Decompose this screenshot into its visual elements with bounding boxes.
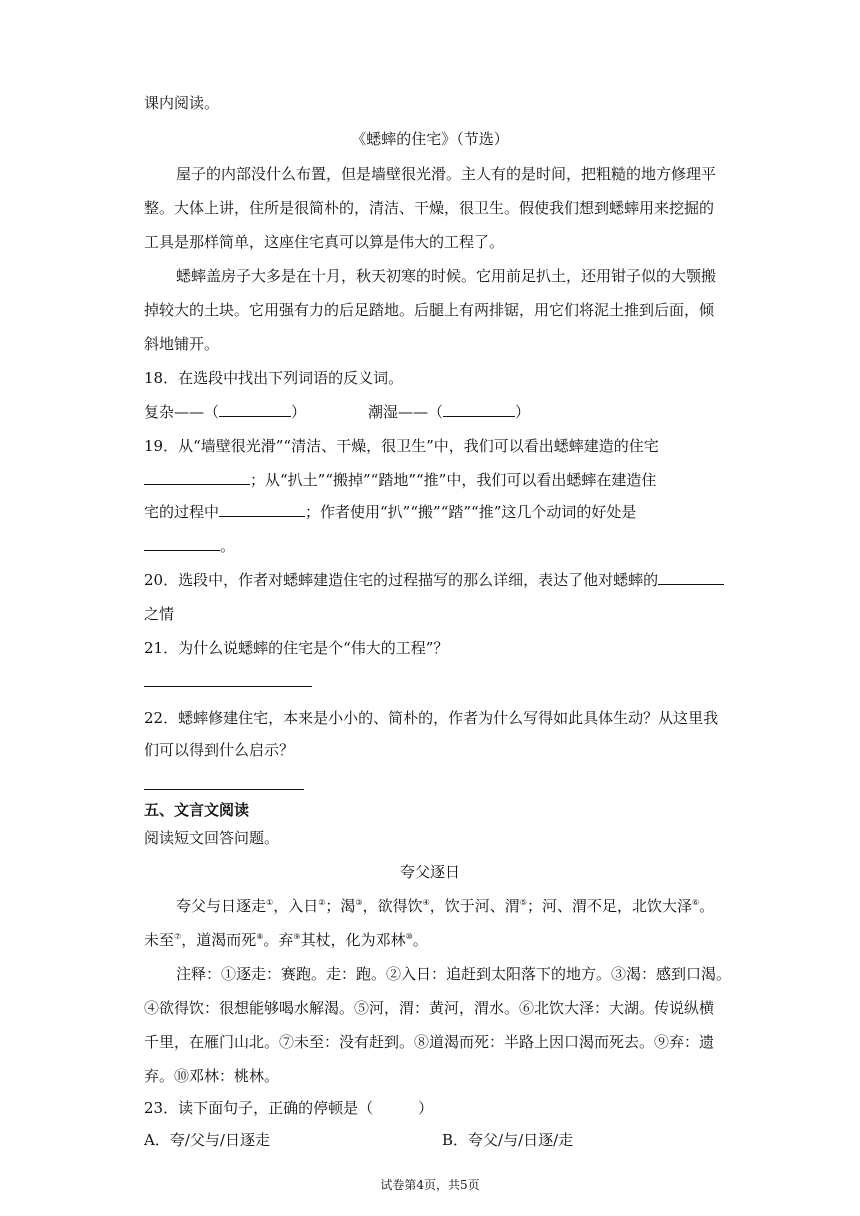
q18-item-1-close: ） <box>291 403 307 421</box>
question-22-line-2: 们可以得到什么启示？ <box>144 741 295 759</box>
q22-answer-line[interactable] <box>144 789 304 790</box>
question-22: 22．蟋蟀修建住宅，本来是小小的、简朴的，作者为什么写得如此具体生动？从这里我 <box>144 709 719 727</box>
footnote-marker: ① <box>266 898 274 907</box>
q18-item-2 <box>368 402 530 422</box>
q18-item-2-close: ） <box>515 403 531 421</box>
passage-line: 掉较大的土块。它用强有力的后足踏地。后腿上有两排锯，用它们将泥土推到后面，倾 <box>144 301 715 319</box>
q18-answer-blank-1[interactable] <box>219 402 291 417</box>
passage-line: 蟋蟀盖房子大多是在十月，秋天初寒的时候。它用前足扒土，还用钳子似的大颚搬 <box>176 267 717 285</box>
footnote-marker: ⑦ <box>174 932 182 941</box>
footnote-marker: ⑨ <box>293 932 301 941</box>
classical-text: 。 <box>699 897 715 915</box>
classical-text: 未至 <box>144 931 175 949</box>
classical-text: ，道渴而死 <box>181 931 257 949</box>
notes-line: 千里，在雁门山北。⑦未至：没有赶到。⑧道渴而死：半路上因口渴而死去。⑨弃：遗 <box>144 1033 715 1051</box>
q19-text: 。 <box>220 537 236 555</box>
intro-text: 课内阅读。 <box>144 94 220 112</box>
classical-text: ，入日 <box>273 897 319 915</box>
q20-text: 20．选段中，作者对蟋蟀建造住宅的过程描写的那么详细，表达了他对蟋蟀的 <box>144 571 659 589</box>
classical-text: ，饮于河、渭 <box>429 897 520 915</box>
classical-text: ；河、渭不足，北饮大泽 <box>526 897 692 915</box>
question-23: 23．读下面句子，正确的停顿是（ ） <box>144 1099 434 1117</box>
footnote-marker: ② <box>318 898 326 907</box>
classical-text: 夸父与日逐走 <box>176 897 267 915</box>
q19-text: ；作者使用“扒”“搬”“踏”“推”这几个动词的好处是 <box>305 503 637 521</box>
classical-text: ；渴 <box>325 897 356 915</box>
notes-line: 弃。⑩邓林：桃林。 <box>144 1067 280 1085</box>
question-19-line-4 <box>144 536 235 556</box>
question-20-line-2: 之情 <box>144 605 175 623</box>
q23-option-a[interactable]: A．夸/父与/日逐走 <box>144 1131 270 1149</box>
question-19-line-3 <box>144 502 636 522</box>
page-footer: 试卷第4页，共5页 <box>380 1178 480 1192</box>
q19-answer-blank-3[interactable] <box>144 536 220 551</box>
passage-line: 斜地铺开。 <box>144 335 220 353</box>
question-20 <box>144 570 724 590</box>
section-instruction: 阅读短文回答问题。 <box>144 829 280 847</box>
classical-title: 夸父逐日 <box>399 863 460 881</box>
classical-line <box>144 930 428 950</box>
q18-item-2-label: 潮湿——（ <box>368 403 444 421</box>
q18-answer-blank-2[interactable] <box>443 402 515 417</box>
footnote-marker: ⑩ <box>405 932 413 941</box>
classical-text: ，欲得饮 <box>362 897 423 915</box>
footnote-marker: ⑧ <box>256 932 264 941</box>
classical-text: 其杖，化为邓林 <box>300 931 406 949</box>
footnote-marker: ④ <box>422 898 430 907</box>
q20-answer-blank[interactable] <box>658 570 724 585</box>
classical-line <box>176 896 714 916</box>
passage-title: 《蟋蟀的住宅》（节选） <box>351 130 509 148</box>
q19-answer-blank-2[interactable] <box>219 502 305 517</box>
passage-line: 工具是那样简单，这座住宅真可以算是伟大的工程了。 <box>144 233 505 251</box>
q23-option-b[interactable]: B．夸父/与/日逐/走 <box>442 1131 574 1149</box>
q19-answer-blank-1[interactable] <box>144 470 250 485</box>
notes-line: ④欲得饮：很想能够喝水解渴。⑤河，渭：黄河，渭水。⑥北饮大泽：大湖。传说纵横 <box>144 999 715 1017</box>
passage-line: 整。大体上讲，住所是很简朴的，清洁、干燥，很卫生。假使我们想到蟋蟀用来挖掘的 <box>144 199 715 217</box>
footnote-marker: ⑤ <box>519 898 527 907</box>
q19-text: ；从“扒土”“搬掉”“踏地”“推”中，我们可以看出蟋蟀在建造住 <box>250 471 657 489</box>
q18-item-1 <box>144 402 306 422</box>
footnote-marker: ⑥ <box>691 898 700 907</box>
question-18: 18．在选段中找出下列词语的反义词。 <box>144 369 404 387</box>
question-19: 19．从“墙壁很光滑”“清洁、干燥，很卫生”中，我们可以看出蟋蟀建造的住宅 <box>144 437 659 455</box>
q21-answer-line[interactable] <box>144 686 312 687</box>
footnote-marker: ③ <box>355 898 363 907</box>
classical-text: 。 <box>412 931 428 949</box>
passage-line: 屋子的内部没什么布置，但是墙壁很光滑。主人有的是时间，把粗糙的地方修理平 <box>176 165 717 183</box>
classical-text: 。弃 <box>263 931 294 949</box>
question-21: 21．为什么说蟋蟀的住宅是个“伟大的工程”？ <box>144 639 449 657</box>
q19-text: 宅的过程中 <box>144 503 220 521</box>
question-19-line-2 <box>144 470 656 490</box>
section-heading: 五、文言文阅读 <box>144 801 250 819</box>
notes-line: 注释：①逐走：赛跑。走：跑。②入日：追赶到太阳落下的地方。③渴：感到口渴。 <box>176 965 732 983</box>
q18-item-1-label: 复杂——（ <box>144 403 220 421</box>
